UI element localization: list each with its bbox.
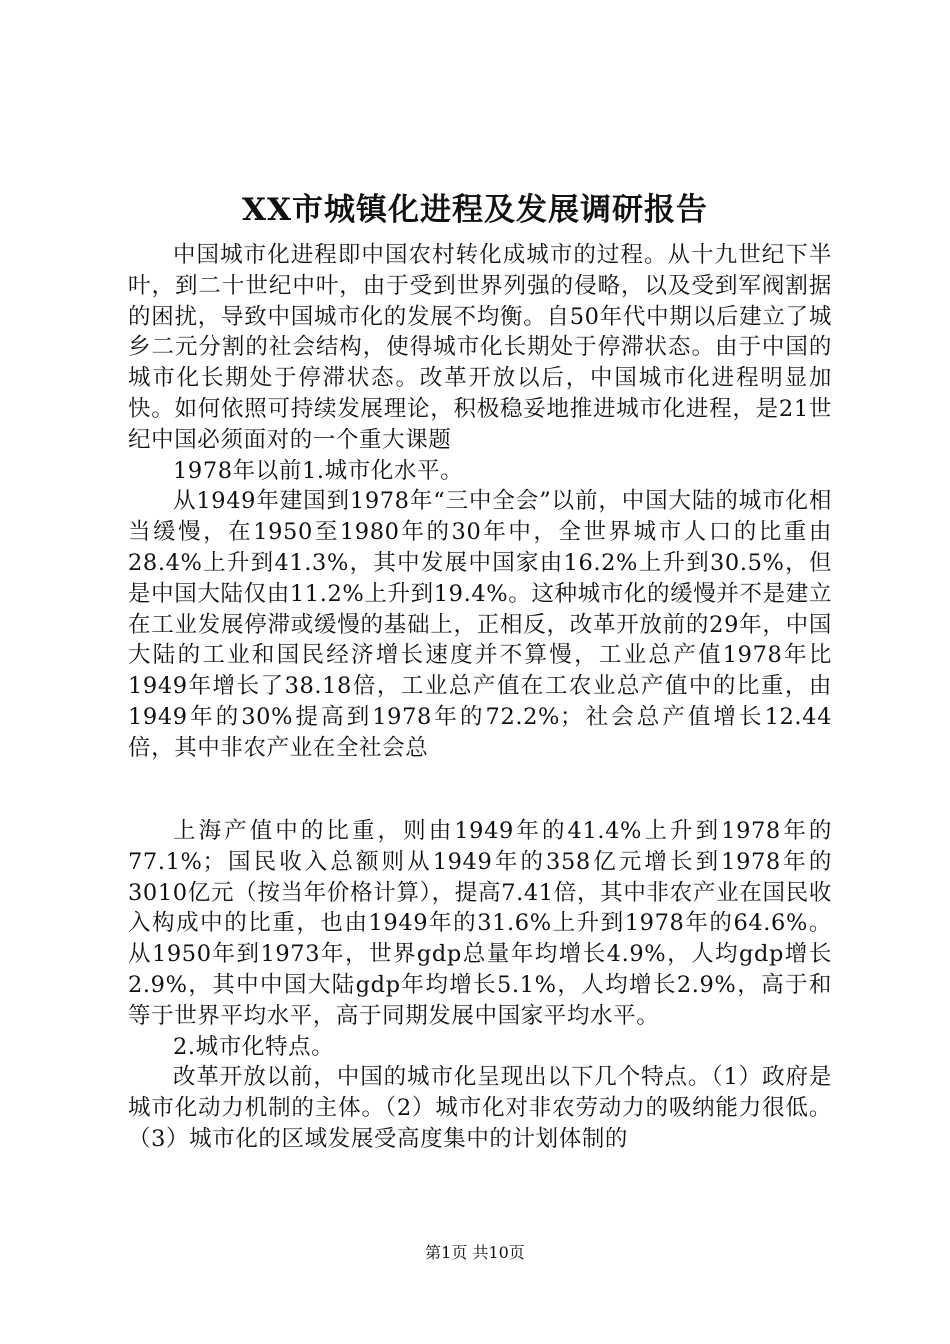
document-title: XX市城镇化进程及发展调研报告 [241, 192, 709, 228]
paragraph-output-share: 上海产值中的比重，则由1949年的41.4%上升到1978年的77.1%；国民收入总额则从1949年的358亿元增长到1978年的3010亿元（按当年价格计算），提高7.41倍，其中非农产业在国民收入构成中的比重，也由1949年的31.6%上升到1978年的64.6%。从1950年到1973年，世界gdp总量年均增长4.9%，人均gdp增长2.9%，其中中国大陆gdp年均增长5.1%，人均增长2.9%，高于和等于世界平均水平，高于同期发展中国家平均水平。 [128, 818, 832, 1029]
paragraph-section-heading-1: 1978年以前1.城市化水平。 [173, 457, 464, 484]
paragraph-urbanization-level: 从1949年建国到1978年“三中全会”以前，中国大陆的城市化相当缓慢，在1950至1980年的30年中，全世界城市人口的比重由28.4%上升到41.3%，其中发展中国家由16.2%上升到30.5%，但是中国大陆仅由11.2%上升到19.4%。这种城市化的缓慢并不是建立在工业发展停滞或缓慢的基础上，正相反，改革开放前的29年，中国大陆的工业和国民经济增长速度并不算慢，工业总产值1978年比1949年增长了38.18倍，工业总产值在工农业总产值中的比重，由1949年的30%提高到1978年的72.2%；社会总产值增长12.44倍，其中非农产业在全社会总 [128, 488, 832, 761]
page-number-footer: 第1页 共10页 [425, 1243, 525, 1262]
paragraph-characteristics: 改革开放以前，中国的城市化呈现出以下几个特点。（1）政府是城市化动力机制的主体。（2）城市化对非农劳动力的吸纳能力很低。（3）城市化的区域发展受高度集中的计划体制的 [128, 1064, 832, 1152]
body-text-upper [128, 240, 832, 764]
paragraph-intro: 中国城市化进程即中国农村转化成城市的过程。从十九世纪下半叶，到二十世纪中叶，由于受到世界列强的侵略，以及受到军阀割据的困扰，导致中国城市化的发展不均衡。自50年代中期以后建立了城乡二元分割的社会结构，使得城市化长期处于停滞状态。由于中国的城市化长期处于停滞状态。改革开放以后，中国城市化进程明显加快。如何依照可持续发展理论，积极稳妥地推进城市化进程，是21世纪中国必须面对的一个重大课题 [128, 242, 832, 453]
paragraph-section-heading-2: 2.城市化特点。 [173, 1033, 335, 1060]
body-text-lower [128, 816, 832, 1155]
